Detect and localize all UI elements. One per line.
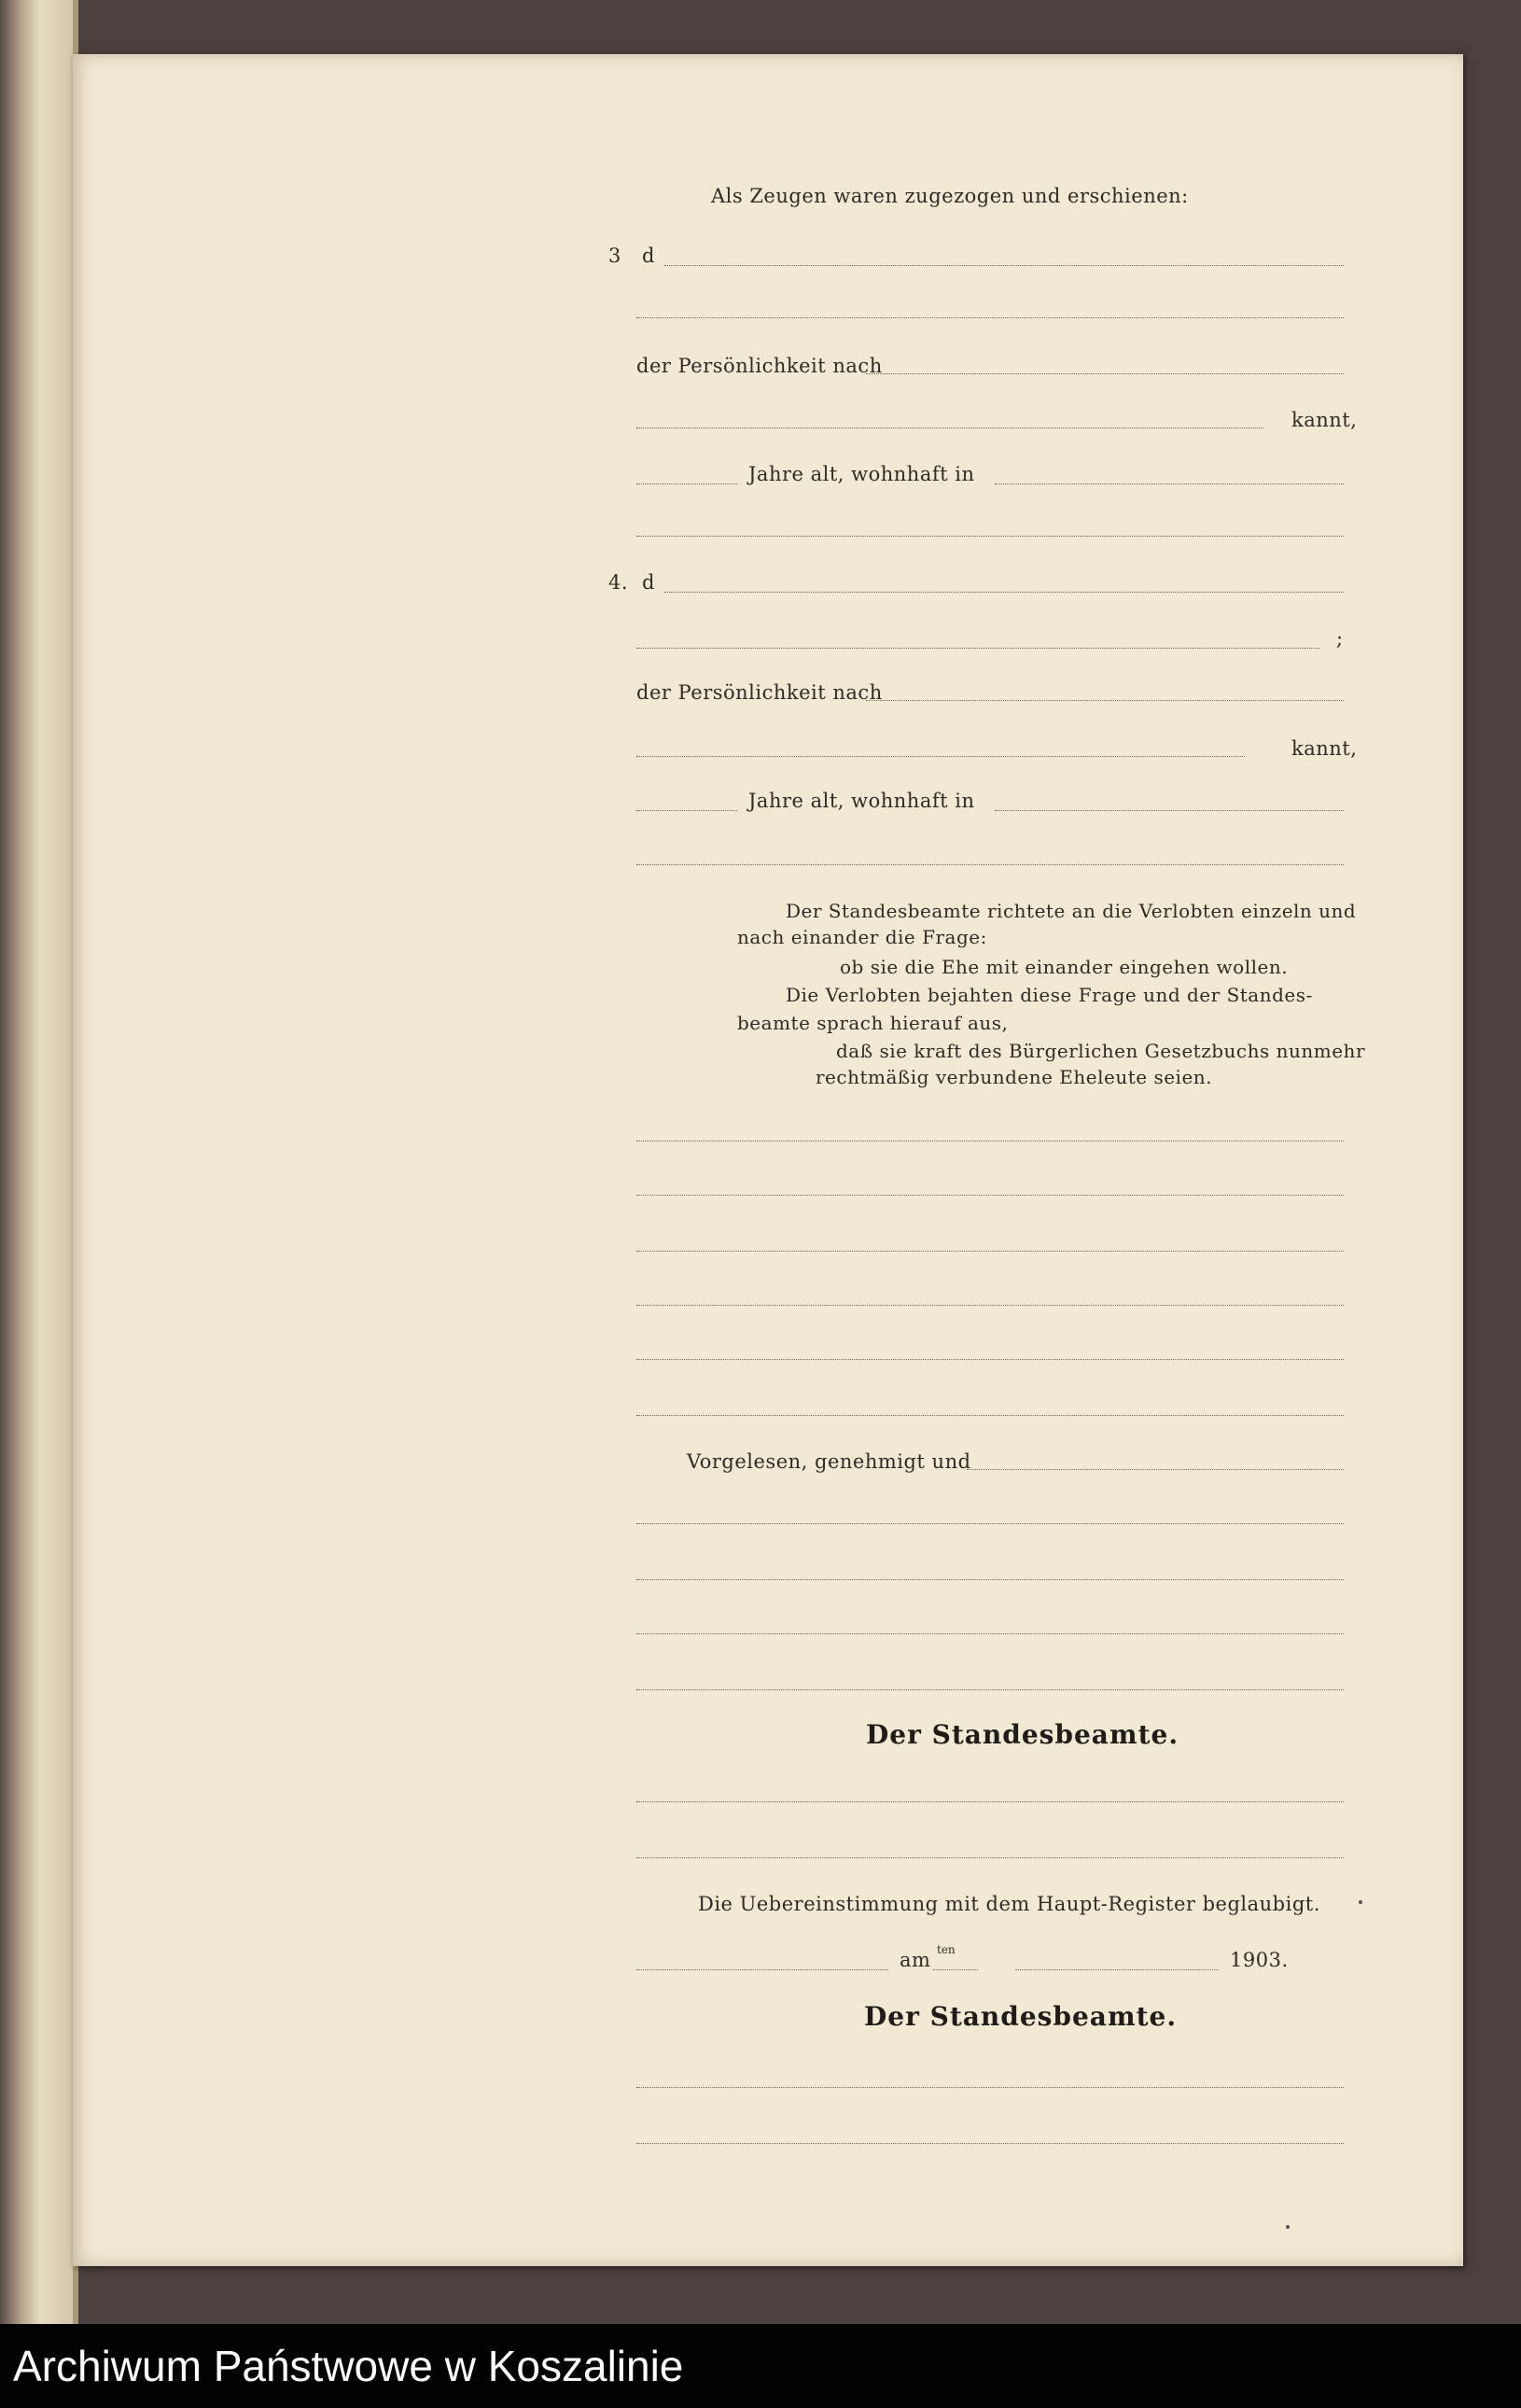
paragraph-line-6: daß sie kraft des Bürgerlichen Gesetzbuchs nunmehr [836,1040,1366,1062]
document-page [73,54,1463,2266]
am-label: am [900,1949,931,1971]
witness4-name-line [664,592,1344,593]
entry-line-6 [636,1415,1344,1416]
standesbeamte-title-2: Der Standesbeamte. [864,2001,1178,2032]
witness3-d: d [642,245,655,267]
vorgelesen-line-3 [636,1579,1344,1580]
year-text: 1903. [1230,1949,1289,1971]
witness4-kannt-line [636,756,1245,757]
witness4-jahre-alt: Jahre alt, wohnhaft in [748,790,975,812]
paragraph-line-5: beamte sprach hierauf aus, [737,1012,1009,1034]
book-spine [0,0,73,2324]
witness4-d: d [642,571,655,594]
paragraph-line-3: ob sie die Ehe mit einander eingehen wollen. [840,956,1289,978]
entry-line-2 [636,1195,1344,1196]
witness4-number: 4. [608,571,629,594]
witness3-name-line [664,265,1344,266]
witness3-number: 3 [608,245,621,267]
day-line [933,1969,978,1970]
archive-name: Archiwum Państwowe w Koszalinie [13,2342,684,2390]
signature-line-1b [636,1857,1344,1858]
entry-line-4 [636,1305,1344,1306]
witness3-kannt-line [636,427,1263,428]
standesbeamte-title-1: Der Standesbeamte. [866,1719,1179,1750]
witness3-jahre-alt: Jahre alt, wohnhaft in [748,463,975,485]
witness4-residence-line [995,810,1344,811]
witness4-persoenlichkeit: der Persönlichkeit nach [636,681,883,704]
ten-superscript: ten [937,1943,956,1956]
witness3-line-2 [636,317,1344,318]
signature-line-2a [636,2087,1344,2088]
witness3-kannt: kannt, [1291,409,1358,431]
place-line [636,1969,888,1970]
witness4-semicolon: ; [1336,627,1344,650]
uebereinstimmung-text: Die Uebereinstimmung mit dem Haupt-Register beglaubigt. [698,1893,1320,1915]
month-line [1015,1969,1219,1970]
vorgelesen-line-5 [636,1689,1344,1690]
witness3-residence-line [995,483,1344,484]
paragraph-line-4: Die Verlobten bejahten diese Frage und der Standes- [786,984,1313,1006]
paper-speck [1286,2225,1290,2229]
paragraph-line-1: Der Standesbeamte richtete an die Verlobten einzeln und [786,900,1357,922]
vorgelesen-label: Vorgelesen, genehmigt und [687,1450,971,1473]
paragraph-line-2: nach einander die Frage: [737,926,987,948]
witness3-residence-line-2 [636,536,1344,537]
vorgelesen-line-2 [636,1523,1344,1524]
witness3-persoenlichkeit: der Persönlichkeit nach [636,355,883,377]
witnesses-heading: Als Zeugen waren zugezogen und erschienen: [711,185,1189,207]
vorgelesen-line [967,1469,1344,1470]
paper-speck [1359,1900,1362,1904]
vorgelesen-line-4 [636,1633,1344,1634]
signature-line-2b [636,2143,1344,2144]
witness4-line-2 [636,648,1319,649]
witness4-persoenlichkeit-line [866,700,1344,701]
signature-line-1a [636,1801,1344,1802]
witness3-age-line [636,483,737,484]
witness3-persoenlichkeit-line [866,373,1344,374]
witness4-age-line [636,810,737,811]
entry-line-5 [636,1359,1344,1360]
witness4-kannt: kannt, [1291,737,1358,760]
paragraph-line-7: rechtmäßig verbundene Eheleute seien. [816,1066,1213,1088]
witness4-residence-line-2 [636,864,1344,865]
entry-line-3 [636,1251,1344,1252]
